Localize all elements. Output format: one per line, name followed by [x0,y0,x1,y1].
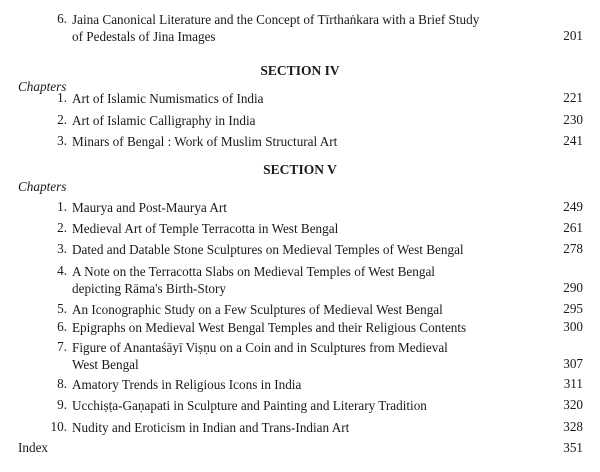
entry-number: 1. [57,199,67,214]
section-heading: SECTION V [263,162,337,177]
entry-number: 3. [57,133,67,148]
entry-title: Art of Islamic Numismatics of India [72,91,264,106]
entry-number: 4. [57,263,67,278]
entry-page: 278 [563,241,583,256]
entry-page: 328 [563,419,583,434]
entry-number: 6. [57,319,67,334]
entry-number: 6. [57,11,67,26]
chapters-label: Chapters [18,79,67,94]
entry-title-line: Figure of Anantaśāyī Viṣṇu on a Coin and in Sculptures from Medieval [72,340,448,355]
index-label: Index [18,440,49,455]
entry-title: Maurya and Post-Maurya Art [72,200,227,215]
entry-number: 3. [57,241,67,256]
entry-number: 9. [57,397,67,412]
entry-number: 2. [57,112,67,127]
entry-title: Dated and Datable Stone Sculptures on Medieval Temples of West Bengal [72,242,464,257]
entry-title-line: depicting Rāma's Birth-Story [72,281,227,296]
entry-title-line: West Bengal [72,357,139,372]
entry-title: Nudity and Eroticism in Indian and Trans-Indian Art [72,420,350,435]
entry-page: 221 [563,90,583,105]
entry-title: Amatory Trends in Religious Icons in India [72,377,302,392]
chapters-label: Chapters [18,179,67,194]
entry-number: 5. [57,301,67,316]
entry-title: Minars of Bengal : Work of Muslim Structural Art [72,134,338,149]
entry-page: 201 [563,28,583,43]
entry-title: Medieval Art of Temple Terracotta in West Bengal [72,221,339,236]
section-heading: SECTION IV [260,63,340,78]
entry-number: 10. [50,419,67,434]
entry-page: 230 [563,112,583,127]
entry-page: 311 [563,376,583,391]
entry-page: 295 [563,301,583,316]
entry-title: Epigraphs on Medieval West Bengal Temples and their Religious Contents [72,320,467,335]
entry-number: 8. [57,376,67,391]
entry-page: 300 [563,319,583,334]
entry-page: 241 [563,133,583,148]
entry-page: 307 [563,356,583,371]
entry-number: 7. [57,339,67,354]
entry-page: 351 [563,440,583,455]
entry-title: An Iconographic Study on a Few Sculptures of Medieval West Bengal [72,302,443,317]
entry-title: Art of Islamic Calligraphy in India [72,113,256,128]
entry-title-line: A Note on the Terracotta Slabs on Medieval Temples of West Bengal [72,264,435,279]
entry-title-line: of Pedestals of Jina Images [72,29,216,44]
entry-number: 2. [57,220,67,235]
entry-title-line: Jaina Canonical Literature and the Concept of Tīrthaṅkara with a Brief Study [72,12,480,27]
entry-page: 249 [563,199,583,214]
entry-page: 290 [563,280,583,295]
entry-title: Ucchiṣṭa-Gaṇapati in Sculpture and Painting and Literary Tradition [72,398,427,413]
entry-page: 261 [563,220,583,235]
entry-number: 1. [57,90,67,105]
entry-page: 320 [563,397,583,412]
